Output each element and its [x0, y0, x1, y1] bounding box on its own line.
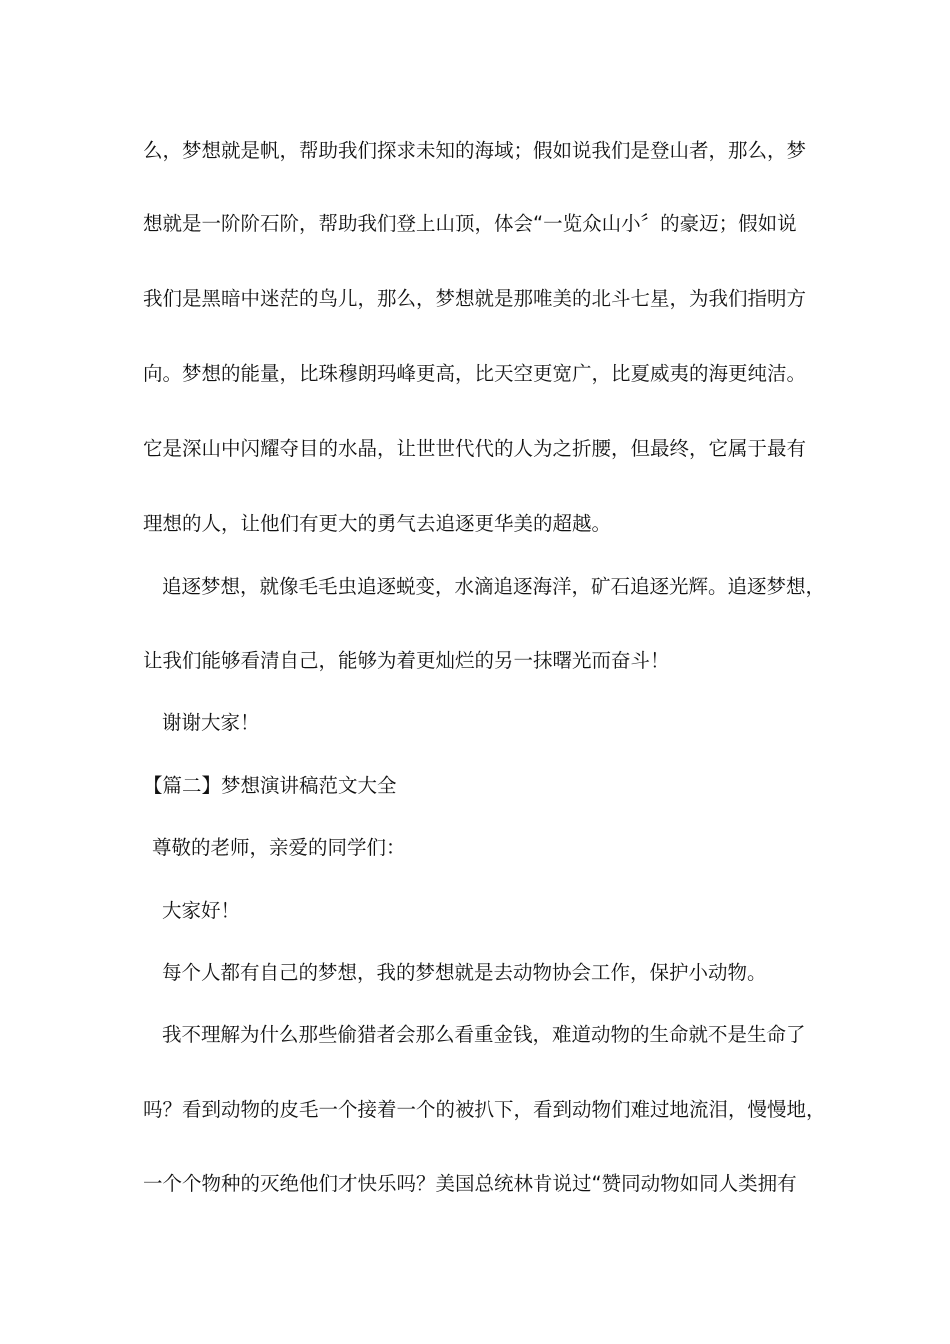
text-line: 让我们能够看清自己，能够为着更灿烂的另一抹曙光而奋斗！ — [143, 649, 670, 672]
text-line: 一个个物种的灭绝他们才快乐吗？美国总统林肯说过“赞同动物如同人类拥有 — [143, 1172, 797, 1195]
greeting-line: 大家好！ — [162, 899, 241, 922]
section-heading: 【篇二】梦想演讲稿范文大全 — [143, 774, 397, 797]
text-line: 我们是黑暗中迷茫的鸟儿，那么，梦想就是那唯美的北斗七星，为我们指明方 — [143, 287, 807, 310]
paragraph-line: 我不理解为什么那些偷猎者会那么看重金钱，难道动物的生命就不是生命了 — [162, 1023, 806, 1046]
text-line: 吗？看到动物的皮毛一个接着一个的被扒下，看到动物们难过地流泪，慢慢地， — [143, 1098, 826, 1121]
paragraph-line: 每个人都有自己的梦想，我的梦想就是去动物协会工作，保护小动物。 — [162, 961, 767, 984]
salutation-line: 尊敬的老师，亲爱的同学们： — [152, 836, 406, 859]
text-line: 它是深山中闪耀夺目的水晶，让世世代代的人为之折腰，但最终，它属于最有 — [143, 437, 807, 460]
text-line: 么，梦想就是帆，帮助我们探求未知的海域；假如说我们是登山者，那么，梦 — [143, 139, 807, 162]
paragraph-line: 追逐梦想，就像毛毛虫追逐蜕变，水滴追逐海洋，矿石追逐光辉。追逐梦想， — [162, 575, 826, 598]
text-line: 理想的人，让他们有更大的勇气去追逐更华美的超越。 — [143, 512, 612, 535]
closing-line: 谢谢大家！ — [162, 711, 260, 734]
text-line: 向。梦想的能量，比珠穆朗玛峰更高，比天空更宽广，比夏威夷的海更纯洁。 — [143, 362, 807, 385]
text-line: 想就是一阶阶石阶，帮助我们登上山顶，体会“一览众山小〞的豪迈；假如说 — [143, 212, 797, 235]
